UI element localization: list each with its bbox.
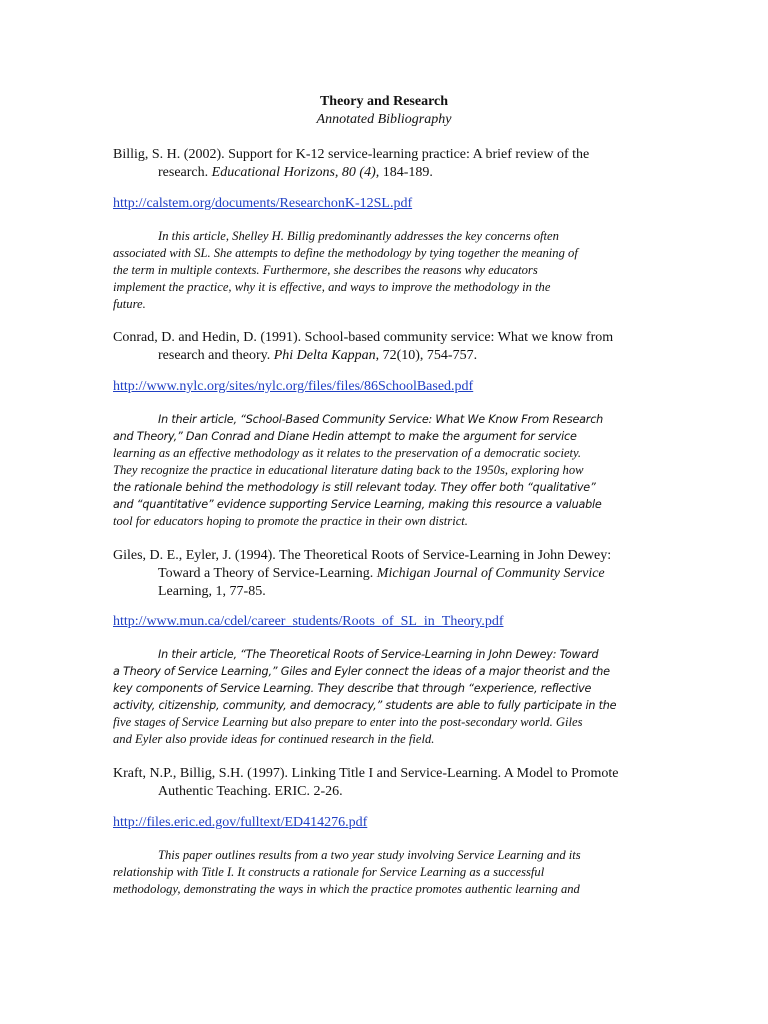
citation-line-indented: Authentic Teaching. ERIC. 2-26.	[158, 784, 343, 799]
annotation-kraft-billig	[113, 847, 648, 898]
annotation-line: future.	[113, 297, 146, 311]
annotation-line: activity, citizenship, community, and democracy,” students are able to fully participate in the	[113, 699, 617, 712]
page-title: Theory and Research	[319, 94, 449, 109]
citation-line: Giles, D. E., Eyler, J. (1994). The Theoretical Roots of Service-Learning in John Dewey:	[113, 548, 612, 563]
citation-line: Conrad, D. and Hedin, D. (1991). School-based community service: What we know from	[113, 330, 614, 345]
link-kraft-pdf[interactable]: http://files.eric.ed.gov/fulltext/ED414276.pdf	[113, 815, 368, 830]
link-conrad-pdf[interactable]: http://www.nylc.org/sites/nylc.org/files/files/86SchoolBased.pdf	[113, 379, 474, 394]
annotation-line: learning as an effective methodology as it relates to the preservation of a democratic society.	[113, 446, 582, 460]
citation-line-indented	[113, 347, 643, 365]
journal-name: Educational Horizons, 80 (4),	[211, 165, 380, 180]
annotation-line: methodology, demonstrating the ways in which the practice promotes authentic learning and	[113, 882, 580, 896]
annotation-line: This paper outlines results from a two year study involving Service Learning and its	[158, 848, 581, 862]
citation-text: Toward a Theory of Service-Learning.	[158, 566, 377, 581]
citation-text: research.	[158, 165, 212, 180]
citation-text: , 72(10), 754-757.	[375, 348, 478, 363]
citation-text: 184-189.	[379, 165, 433, 180]
citation-line: Kraft, N.P., Billig, S.H. (1997). Linking Title I and Service-Learning. A Model to Promote	[113, 766, 619, 781]
annotation-line: In this article, Shelley H. Billig predominantly addresses the key concerns often	[158, 229, 559, 243]
link-billig-pdf[interactable]: http://calstem.org/documents/ResearchonK-12SL.pdf	[113, 196, 413, 211]
annotation-line: and “quantitative” evidence supporting Service Learning, making this resource a valuable	[113, 498, 602, 511]
annotation-line: the rationale behind the methodology is still relevant today. They offer both “qualitative”	[113, 481, 596, 494]
annotation-line: They recognize the practice in educational literature dating back to the 1950s, exploring how	[113, 463, 584, 477]
annotation-line: implement the practice, why it is effective, and ways to improve the methodology in the	[113, 280, 551, 294]
journal-name: Michigan Journal of Community Service	[376, 566, 605, 581]
annotation-line: a Theory of Service Learning,” Giles and Eyler connect the ideas of a major theorist and the	[113, 665, 610, 678]
citation-conrad-hedin	[113, 329, 643, 365]
citation-line: Billig, S. H. (2002). Support for K-12 service-learning practice: A brief review of the	[113, 147, 590, 162]
annotation-line: and Theory,” Dan Conrad and Diane Hedin attempt to make the argument for service	[113, 430, 577, 443]
citation-billig	[113, 146, 643, 182]
citation-giles-eyler	[113, 547, 643, 601]
annotation-line: relationship with Title I. It constructs a rationale for Service Learning as a successful	[113, 865, 545, 879]
citation-line-indented	[113, 565, 643, 583]
annotation-line: and Eyler also provide ideas for continued research in the field.	[113, 732, 435, 746]
annotation-line: tool for educators hoping to promote the practice in their own district.	[113, 514, 468, 528]
annotation-line: five stages of Service Learning but also prepare to enter into the post-secondary world. Giles	[113, 715, 583, 729]
citation-kraft-billig	[113, 765, 643, 801]
annotation-line: the term in multiple contexts. Furthermore, she describes the reasons why educators	[113, 263, 538, 277]
annotation-giles-eyler	[113, 646, 648, 748]
annotation-line: key components of Service Learning. They describe that through “experience, reflective	[113, 682, 592, 695]
page-subtitle: Annotated Bibliography	[316, 112, 452, 127]
annotation-line: In their article, “School-Based Community Service: What We Know From Research	[158, 413, 604, 426]
annotation-line: associated with SL. She attempts to define the methodology by tying together the meaning of	[113, 246, 578, 260]
annotation-conrad-hedin	[113, 411, 648, 530]
journal-name: Phi Delta Kappan	[273, 348, 376, 363]
annotation-line: In their article, “The Theoretical Roots of Service-Learning in John Dewey: Toward	[158, 648, 599, 661]
citation-line-indented	[113, 164, 643, 182]
citation-text: research and theory.	[158, 348, 274, 363]
citation-line-indented: Learning, 1, 77-85.	[158, 584, 266, 599]
annotation-billig	[113, 228, 648, 313]
link-giles-pdf[interactable]: http://www.mun.ca/cdel/career_students/Roots_of_SL_in_Theory.pdf	[113, 614, 504, 629]
